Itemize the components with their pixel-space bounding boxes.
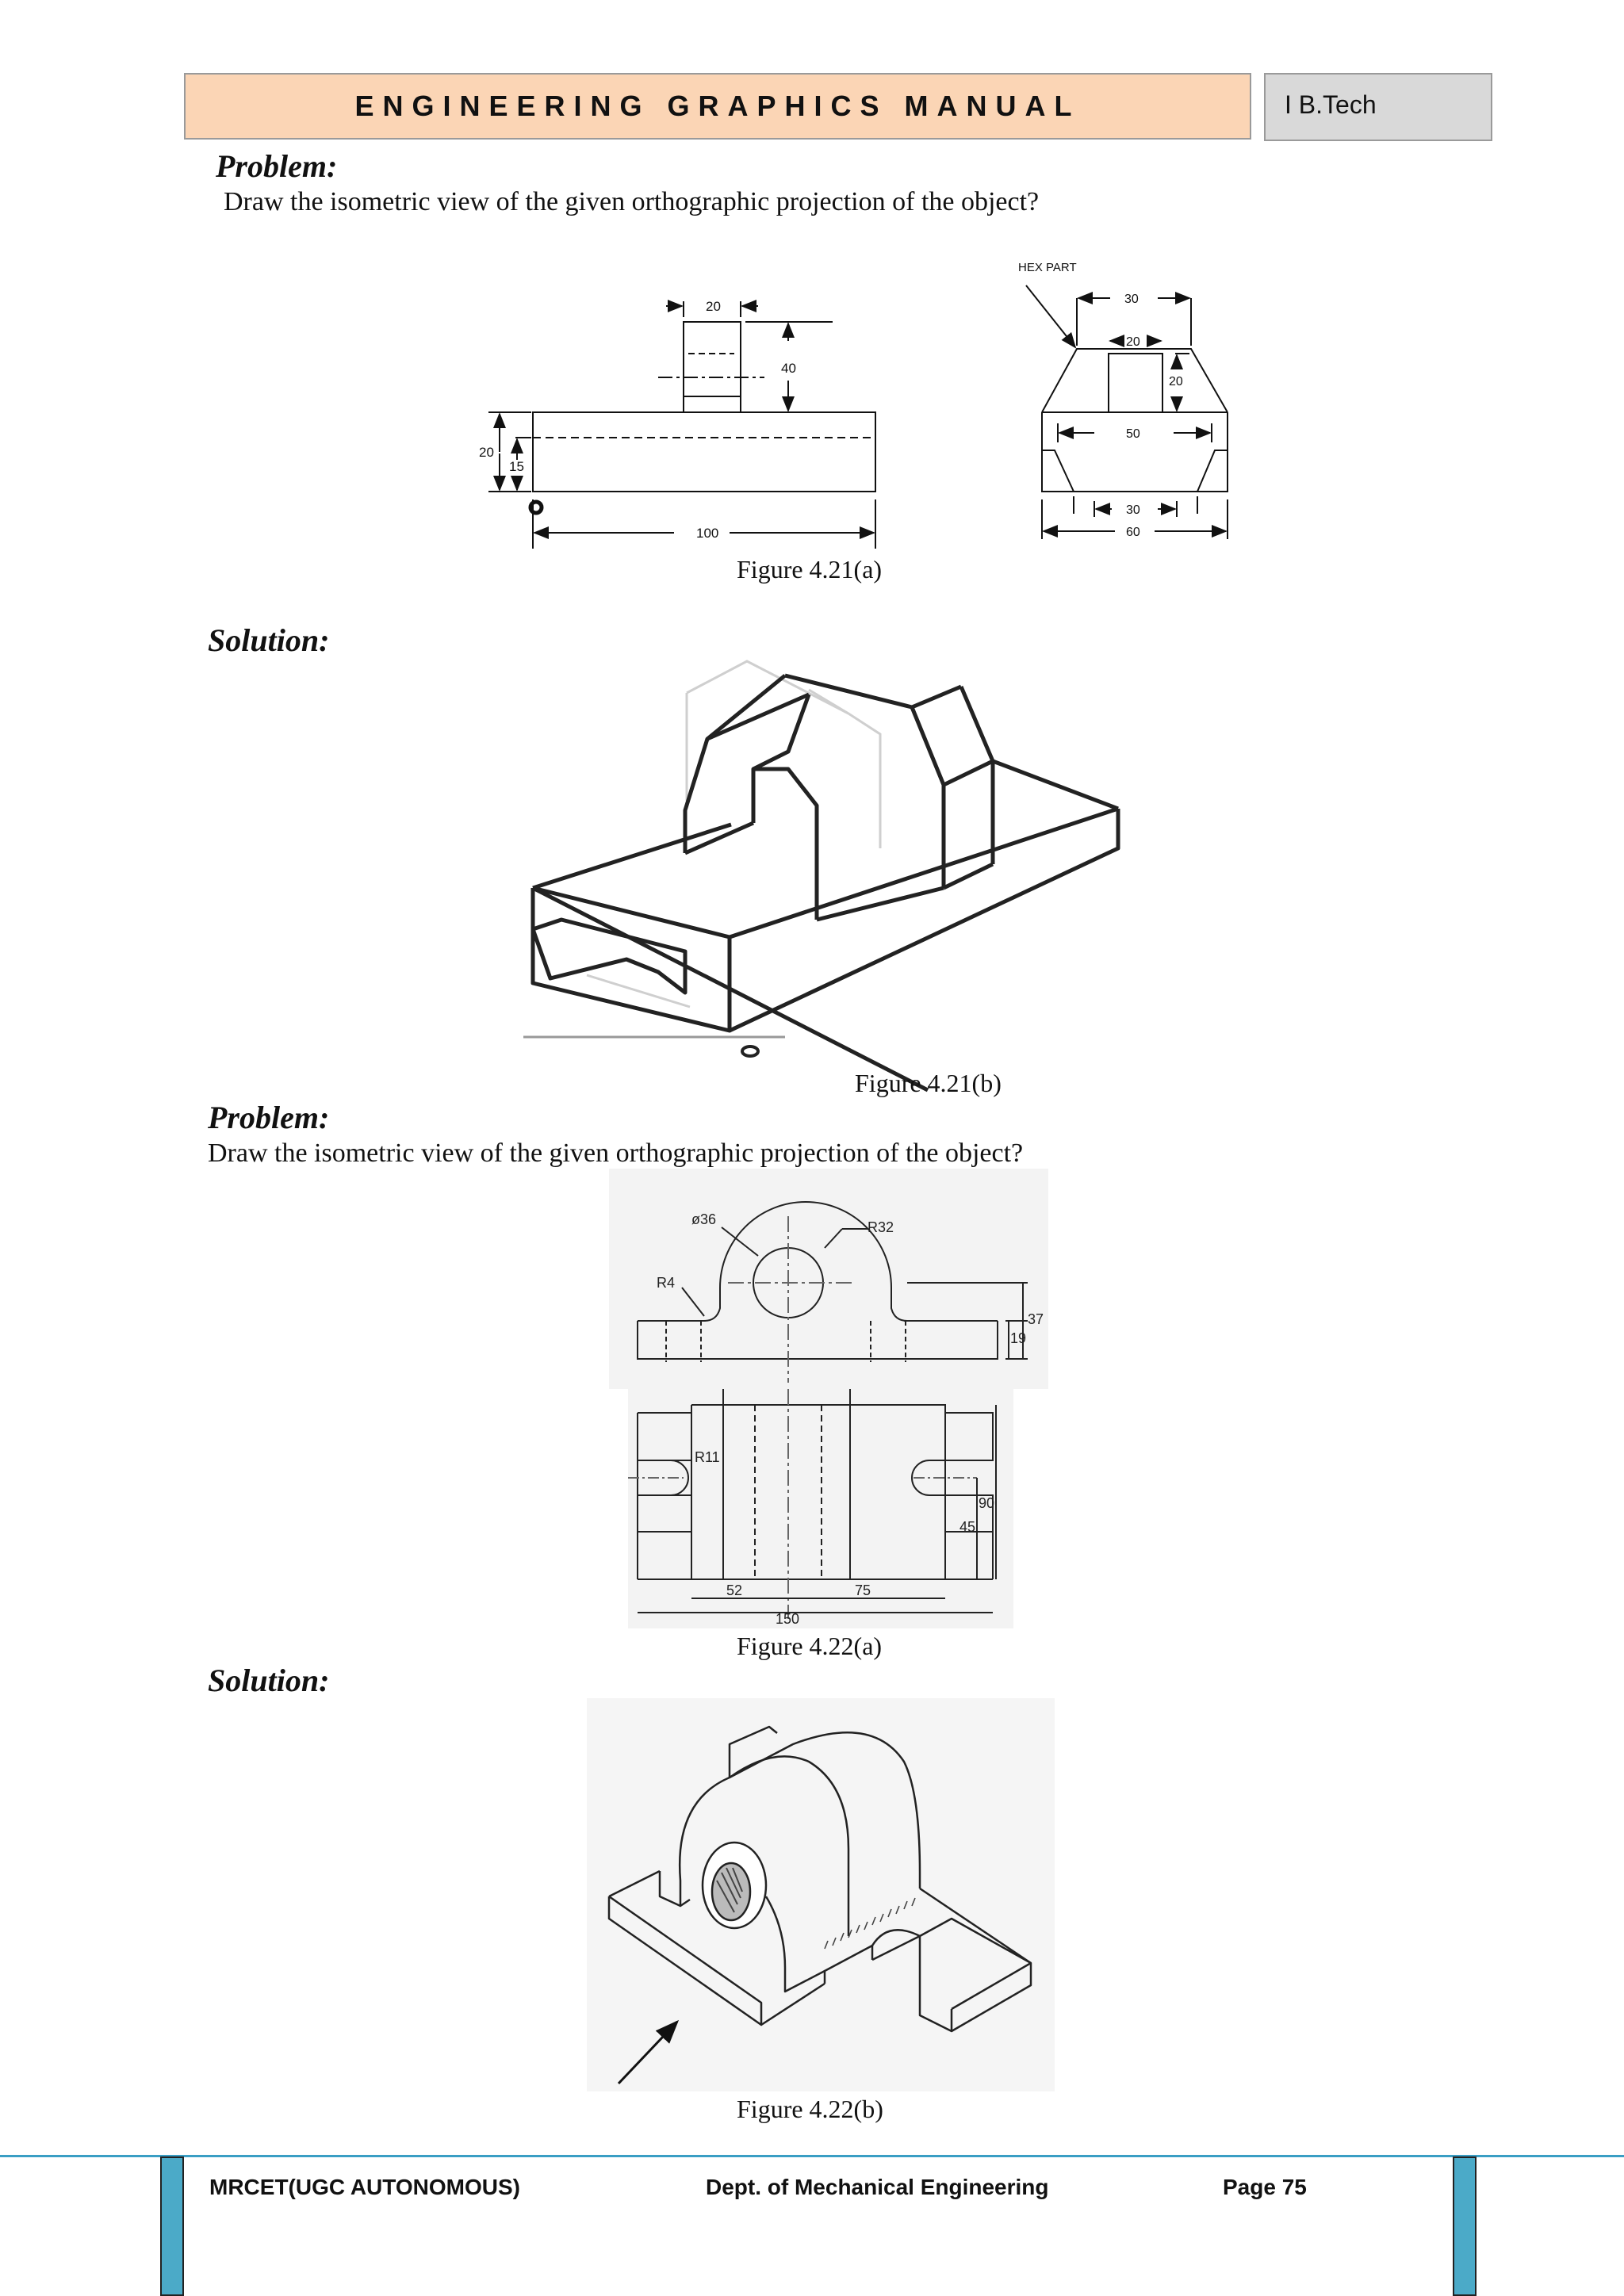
dim-label: 15	[509, 459, 524, 474]
manual-title-banner	[184, 73, 1251, 140]
dim-label: R11	[695, 1449, 720, 1465]
dim-label: 90	[979, 1495, 995, 1511]
course-label: I B.Tech	[1264, 73, 1492, 141]
footer-left-bar	[160, 2156, 184, 2296]
figure-caption-4-21b: Figure 4.21(b)	[855, 1069, 1002, 1097]
dim-label: 150	[776, 1611, 800, 1627]
dim-label: 75	[855, 1582, 871, 1598]
figure-4-22b-isometric	[587, 1698, 1055, 2091]
footer-institution: MRCET(UGC AUTONOMOUS)	[209, 2175, 520, 2199]
manual-title: ENGINEERING GRAPHICS MANUAL	[354, 90, 1081, 122]
figure-4-22a-front-view	[609, 1169, 1048, 1389]
footer-rule	[0, 2155, 1624, 2157]
dim-label: 30	[1126, 503, 1140, 517]
problem-heading-1: Problem:	[216, 148, 338, 184]
dim-label: 50	[1126, 427, 1140, 441]
hex-part-label: HEX PART	[1018, 261, 1077, 274]
figure-4-21a-front-view	[468, 270, 896, 555]
problem-heading-2: Problem:	[208, 1100, 330, 1135]
dim-label: 20	[1126, 335, 1140, 349]
dim-label: 60	[1126, 526, 1140, 539]
footer-right-bar	[1453, 2156, 1477, 2296]
solution-heading-2: Solution:	[208, 1663, 330, 1698]
dim-label: R4	[657, 1275, 676, 1291]
dim-label: 20	[706, 299, 721, 314]
footer-page-number: Page 75	[1223, 2175, 1307, 2199]
dim-label: 19	[1010, 1330, 1027, 1346]
dim-label: 45	[959, 1519, 976, 1535]
figure-4-21a-side-view	[1007, 262, 1245, 547]
solution-heading-1: Solution:	[208, 622, 330, 658]
dim-label: 52	[726, 1582, 743, 1598]
dim-label: 40	[781, 361, 796, 376]
problem-text-2: Draw the isometric view of the given orthographic projection of the object?	[208, 1138, 1024, 1168]
figure-caption-4-21a: Figure 4.21(a)	[737, 555, 883, 584]
dim-label: 37	[1028, 1311, 1044, 1327]
figure-4-22a-top-view	[628, 1389, 1013, 1628]
dim-label: ø36	[691, 1211, 717, 1227]
figure-4-21b-isometric	[515, 658, 1134, 1062]
dim-label: R32	[868, 1219, 894, 1235]
dim-label: 20	[1169, 375, 1183, 388]
dim-label: 100	[696, 526, 719, 541]
figure-caption-4-22a: Figure 4.22(a)	[737, 1632, 883, 1660]
footer-department: Dept. of Mechanical Engineering	[706, 2175, 1049, 2199]
figure-caption-4-22b: Figure 4.22(b)	[737, 2095, 883, 2123]
problem-text-1: Draw the isometric view of the given orthographic projection of the object?	[224, 187, 1040, 216]
dim-label: 30	[1124, 293, 1139, 306]
dim-label: 20	[479, 445, 494, 460]
